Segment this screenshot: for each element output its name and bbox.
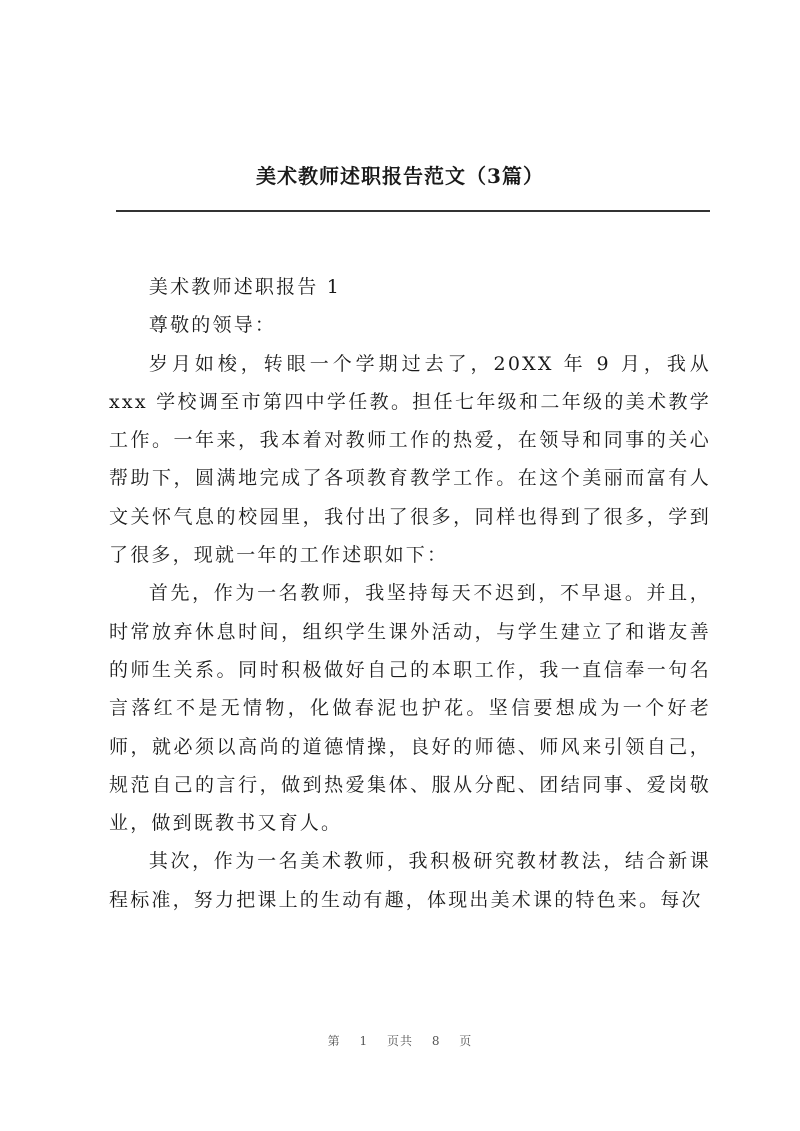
footer-prefix: 第 [327, 1034, 341, 1048]
footer-suffix: 页 [459, 1034, 473, 1048]
footer-middle: 页共 [386, 1034, 413, 1048]
salutation: 尊敬的领导： [148, 314, 277, 337]
section-heading: 美术教师述职报告 1 [148, 276, 342, 298]
body-paragraph: 其次，作为一名美术教师，我积极研究教材教法，结合新课程标准，努力把课上的生动有趣，体现出美术课的特色来。每次 [109, 850, 711, 911]
page-footer [0, 1032, 800, 1049]
document-body [109, 268, 711, 919]
footer-page-number: 1 [359, 1034, 369, 1048]
footer-total-pages: 8 [431, 1034, 441, 1048]
body-paragraph: 首先，作为一名教师，我坚持每天不迟到，不早退。并且，时常放弃休息时间，组织学生课外活动，与学生建立了和谐友善的师生关系。同时积极做好自己的本职工作，我一直信奉一句名言落红不是无情物，化做春泥也护花。坚信要想成为一个好老师，就必须以高尚的道德情操，良好的师德、师风来引领自己，规范自己的言行，做到热爱集体、服从分配、团结同事、爱岗敬业，做到既教书又育人。 [109, 582, 711, 835]
body-paragraph: 岁月如梭，转眼一个学期过去了，20XX 年 9 月，我从 xxx 学校调至市第四中学任教。担任七年级和二年级的美术教学工作。一年来，我本着对教师工作的热爱，在领导和同事的关心帮助下，圆满地完成了各项教育教学工作。在这个美丽而富有人文关怀气息的校园里，我付出了很多，同样也得到了很多，学到了很多，现就一年的工作述职如下： [109, 352, 711, 567]
document-title: 美术教师述职报告范文（3篇） [256, 164, 544, 188]
title-underline [116, 210, 710, 212]
